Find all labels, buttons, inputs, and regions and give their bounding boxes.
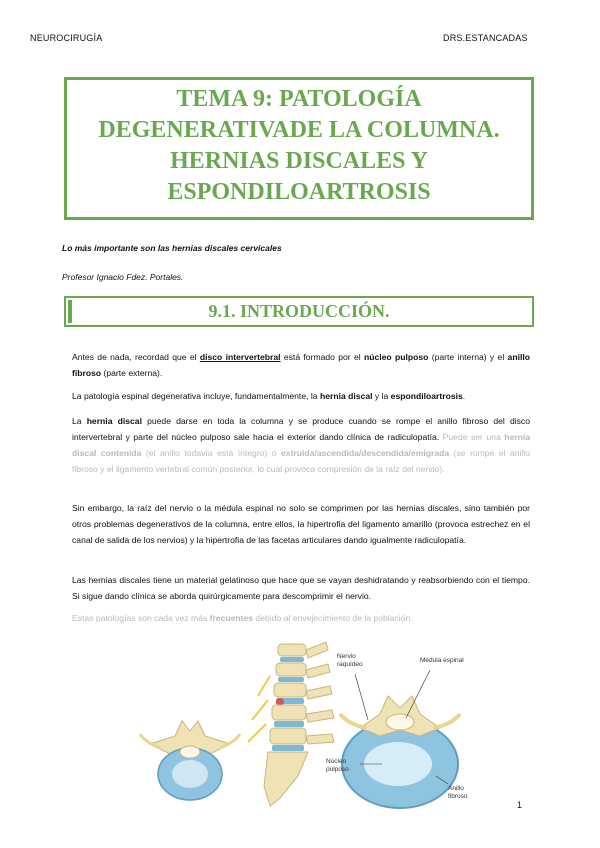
header-author: DRS.ESTANCADAS bbox=[443, 33, 528, 43]
paragraph-disc-definition bbox=[72, 349, 530, 381]
text: debido al envejecimiento de la población. bbox=[253, 613, 413, 623]
lateral-spine bbox=[248, 642, 334, 806]
term-nucleo: núcleo pulposo bbox=[363, 352, 429, 362]
text: y la bbox=[372, 391, 391, 401]
text: Puede ser una bbox=[442, 432, 505, 442]
label-fibroso: fibroso bbox=[448, 793, 468, 800]
paragraph-evolution: Las hernias discales tiene un material gelatinoso que hace que se vayan deshidratando y reabsorbiendo con el tiempo. Si sigue dando clínica se aborda quirúrgicamente para descomprimir el nervio. bbox=[72, 575, 530, 601]
label-pulposo: pulposo bbox=[326, 766, 349, 773]
label-raquideo: raquídeo bbox=[337, 661, 363, 668]
label-anillo: Anillo bbox=[448, 785, 464, 792]
label-nucleo: Núcleo bbox=[326, 758, 347, 765]
paragraph-frequency bbox=[72, 610, 530, 626]
term-contenida: hernia discal contenida bbox=[72, 432, 531, 458]
label-medula: Médula espinal bbox=[420, 657, 464, 664]
title-line: ESPONDILOARTROSIS bbox=[167, 179, 431, 205]
term-extruida: extruida/ascendida/descendida/emigrada bbox=[281, 448, 450, 458]
term-espondiloartrosis: espondiloartrosis bbox=[390, 391, 463, 401]
spine-illustration bbox=[130, 636, 480, 818]
label-nervio: Nervio bbox=[337, 653, 356, 660]
title-line: DEGENERATIVADE LA COLUMNA. bbox=[98, 117, 500, 143]
text: (parte interna) y el bbox=[428, 352, 508, 362]
paragraph-hernia bbox=[72, 413, 530, 477]
text: Antes de nada, recordad que el bbox=[72, 352, 200, 362]
header-course: NEUROCIRUGÍA bbox=[30, 33, 103, 43]
term-hernia: hernia discal bbox=[319, 391, 373, 401]
paragraph-pathology bbox=[72, 388, 530, 404]
paragraph-other-causes: Sin embargo, la raíz del nervio o la médula espinal no solo se comprimen por las hernias discales, sino también por otros problemas degenerativos de la columna, entre ellos, la hipertrofia del ligamento amarillo (provoca estrechez en el canal de salida de los nervios) y la hipertrofia de las facetas articulares dando igualmente radiculopatía. bbox=[72, 503, 530, 545]
page-title bbox=[64, 84, 534, 208]
important-note: Lo más importante son las hernias discales cervicales bbox=[62, 243, 282, 253]
term-hernia: hernia discal bbox=[86, 416, 142, 426]
page-number: 1 bbox=[517, 800, 523, 810]
text: . bbox=[462, 391, 466, 401]
title-line: HERNIAS DISCALES Y bbox=[170, 148, 428, 174]
section-title: 9.1. INTRODUCCIÓN. bbox=[208, 301, 390, 321]
text: (se rompe el anillo fibroso y el ligamento vertebral común posterior, lo cual provoca compresión de la raíz del nervio). bbox=[72, 448, 530, 474]
text: La bbox=[72, 416, 87, 426]
text: Estas patologías son cada vez más bbox=[72, 613, 210, 623]
disc-cross-section bbox=[340, 670, 460, 808]
term-disco: disco intervertebral bbox=[199, 352, 281, 362]
text: está formado por el bbox=[280, 352, 364, 362]
professor-note: Profesor Ignacio Fdez. Portales. bbox=[62, 272, 184, 282]
text: (parte externa). bbox=[101, 368, 163, 378]
term-frecuentes: frecuentes bbox=[209, 613, 254, 623]
text: (el anillo todavía está íntegro) o bbox=[141, 448, 282, 458]
small-vertebra bbox=[140, 721, 240, 800]
title-line: TEMA 9: PATOLOGÍA bbox=[176, 86, 422, 112]
text: puede darse en toda la columna y se produce cuando se rompe el anillo fibroso del disco intervertebral y parte del núcleo pulposo sale hacia el exterior dando clínica de radiculopatía. bbox=[72, 416, 531, 442]
term-anillo: anillo fibroso bbox=[72, 352, 530, 378]
text: La patología espinal degenerativa incluye, fundamentalmente, la bbox=[72, 391, 320, 401]
